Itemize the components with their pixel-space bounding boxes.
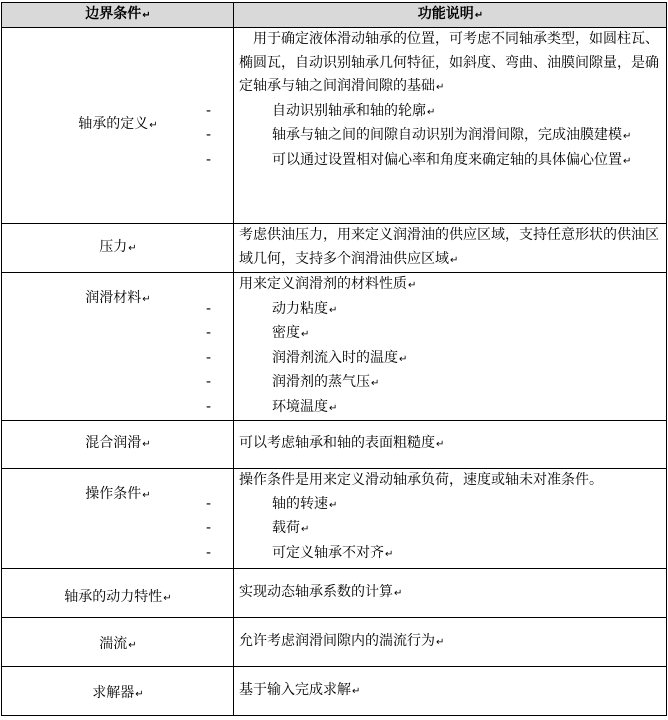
table-row: [2, 421, 667, 469]
description-cell: [206, 273, 667, 421]
paragraph-mark: ↵: [135, 688, 144, 700]
list-item: - 载荷↵: [206, 520, 310, 536]
paragraph-mark: ↵: [142, 294, 151, 305]
boundary-conditions-table: [1, 2, 667, 716]
condition-cell: 求解器↵: [2, 667, 234, 716]
paragraph-mark: ↵: [128, 242, 137, 254]
condition-cell: 操作条件↵: [2, 469, 234, 569]
condition-cell: 轴承的定义↵: [2, 28, 234, 224]
table-row: [2, 224, 667, 273]
description-cell: 可以考虑轴承和轴的表面粗糙度↵: [234, 421, 667, 469]
list-item: - 动力粘度↵: [206, 300, 338, 317]
condition-cell: 润滑材料↵: [2, 273, 234, 421]
condition-cell: 混合润滑↵: [2, 421, 234, 469]
description-cell: [206, 28, 667, 224]
description-intro: 用来定义润滑剂的材料性质↵: [239, 276, 417, 292]
list-item: - 轴承与轴之间的间隙自动识别为润滑间隙，完成油膜建模↵: [206, 127, 632, 143]
paragraph-mark: ↵: [474, 10, 484, 21]
header-row: [2, 3, 667, 28]
description-intro: 用于确定液体滑动轴承的位置，可考虑不同轴承类型，如圆柱瓦、椭圆瓦，自动识别轴承几何特征，如斜度、弯曲、油膜间隙量，是确定轴承与轴之间润滑间隙的基础↵: [239, 31, 659, 94]
table-row: [2, 273, 667, 421]
description-cell: [206, 469, 667, 569]
header-description: 功能说明↵: [234, 3, 667, 28]
paragraph-mark: ↵: [128, 639, 137, 651]
table-row: [2, 618, 667, 667]
description-intro: 操作条件是用来定义滑动轴承负荷，速度或轴未对准条件。: [239, 472, 603, 488]
list-item: - 润滑剂流入时的温度↵: [206, 349, 408, 366]
list-item: - 可定义轴承不对齐↵: [206, 544, 394, 561]
paragraph-mark: ↵: [142, 439, 151, 451]
list-item: - 自动识别轴承和轴的轮廓↵: [206, 102, 436, 119]
table-row: [2, 667, 667, 716]
condition-cell: 轴承的动力特性↵: [2, 569, 234, 618]
condition-cell: 湍流↵: [2, 618, 234, 667]
table-row: [2, 28, 667, 224]
list-item: - 密度↵: [206, 325, 310, 341]
description-cell: 基于输入完成求解↵: [234, 667, 667, 716]
description-cell: 允许考虑润滑间隙内的湍流行为↵: [234, 618, 667, 667]
description-cell: 实现动态轴承系数的计算↵: [234, 569, 667, 618]
list-item: - 润滑剂的蒸气压↵: [206, 374, 380, 390]
paragraph-mark: ↵: [149, 120, 158, 132]
table-row: [2, 469, 667, 569]
paragraph-mark: ↵: [163, 592, 172, 604]
header-condition: 边界条件↵: [2, 3, 234, 28]
paragraph-mark: ↵: [142, 490, 151, 501]
list-item: - 环境温度↵: [206, 398, 338, 415]
condition-cell: 压力↵: [2, 224, 234, 273]
list-item: - 轴的转速↵: [206, 495, 338, 512]
paragraph-mark: ↵: [142, 10, 151, 21]
table-row: [2, 569, 667, 618]
list-item: - 可以通过设置相对偏心率和角度来确定轴的具体偏心位置↵: [206, 151, 632, 168]
description-cell: 考虑供油压力，用来定义润滑油的供应区域，支持任意形状的供油区域几何，支持多个润滑油供应区域↵: [234, 224, 667, 273]
